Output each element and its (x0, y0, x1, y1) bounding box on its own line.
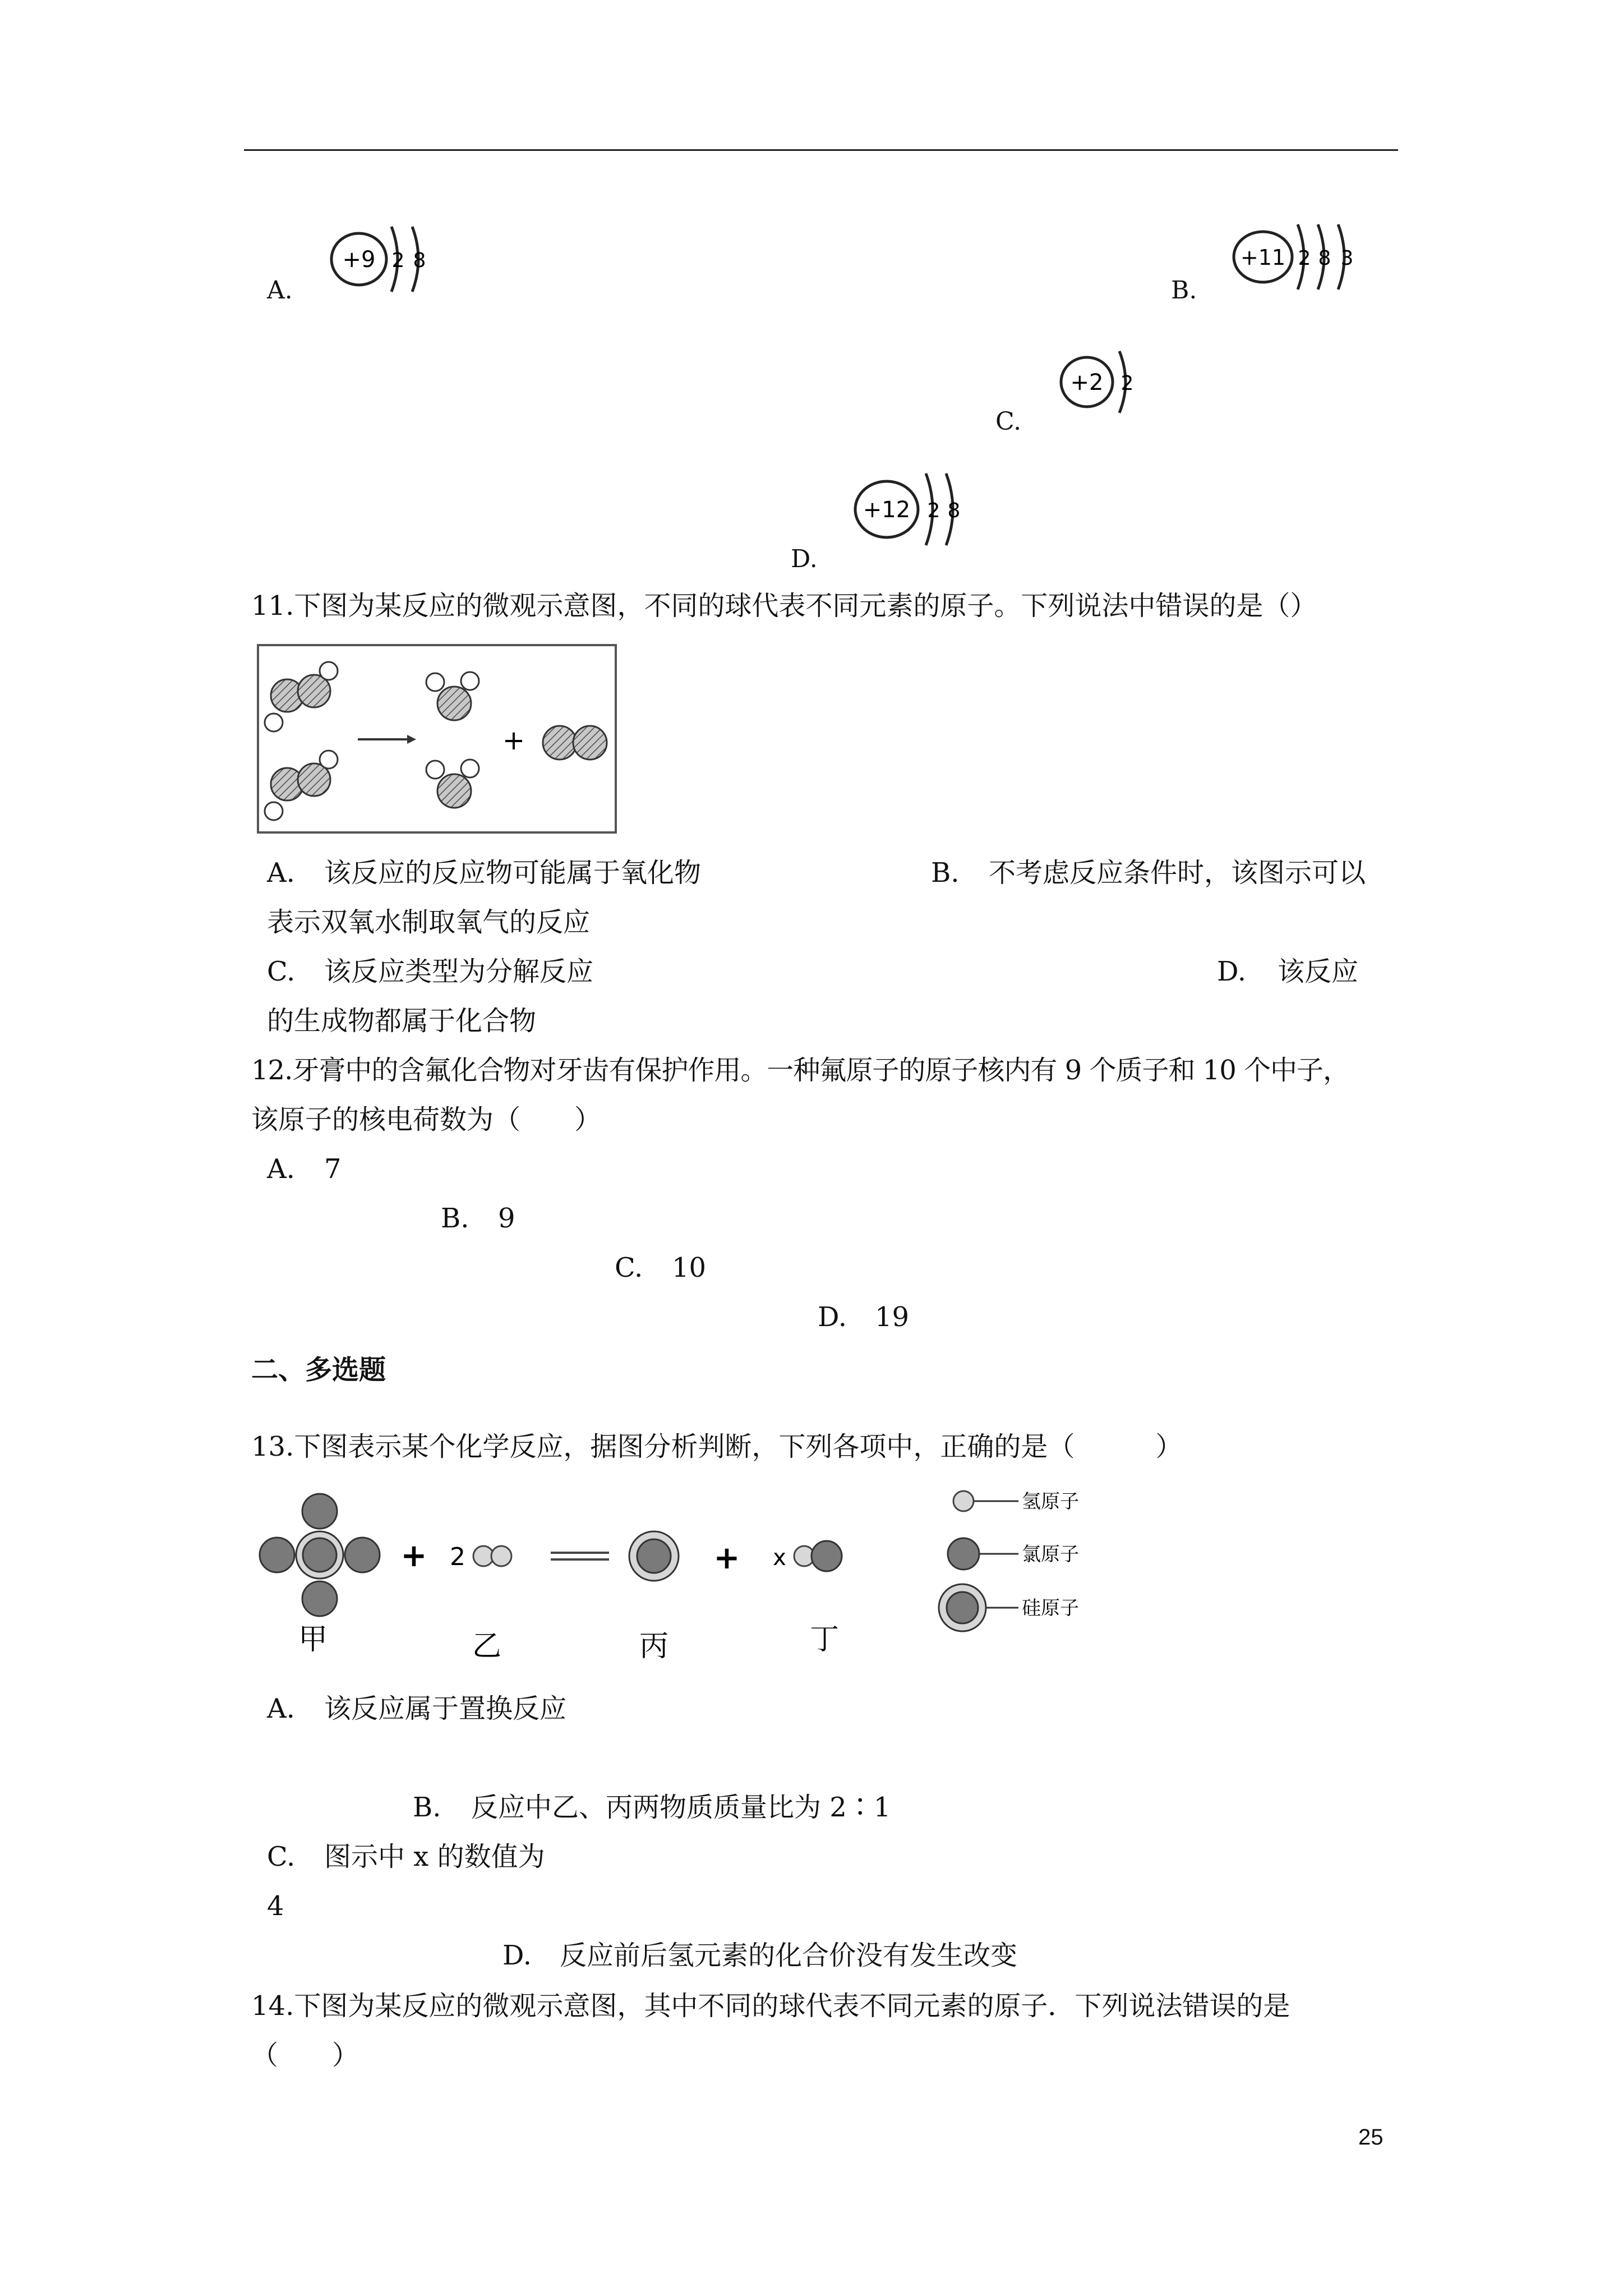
q13-option-c-text: 图示中 x 的数值为 (324, 1841, 545, 1872)
q12-option-c-text: 10 (672, 1252, 707, 1283)
q10-c-shell-1: 2 (1121, 372, 1134, 395)
q11-option-b-continuation: 表示双氧水制取氧气的反应 (267, 907, 591, 938)
q12-option-b-label: B. (441, 1203, 469, 1234)
q10-option-b-atom-diagram (1228, 219, 1374, 297)
q13-reaction-diagram (252, 1481, 1127, 1672)
q13-label-ding: 丁 (809, 1623, 840, 1657)
q13-stem: 13.下图表示某个化学反应，据图分析判断，下列各项中，正确的是（ ） (251, 1431, 1183, 1462)
q11-option-b-text: 不考虑反应条件时，该图示可以 (989, 857, 1366, 889)
section-title: 二、多选题 (251, 1354, 386, 1386)
q10-a-nucleus: +9 (342, 247, 376, 273)
q10-option-c-label: C. (995, 407, 1022, 436)
q13-legend-chlorine: 氯原子 (1022, 1543, 1079, 1566)
q13-label-yi: 乙 (472, 1630, 502, 1663)
q13-legend-hydrogen: 氢原子 (1022, 1490, 1079, 1513)
q11-option-d-text: 该反应 (1278, 956, 1359, 987)
q12-stem-line-1: 12.牙膏中的含氟化合物对牙齿有保护作用。一种氟原子的原子核内有 9 个质子和 10 个中子， (251, 1055, 1349, 1086)
q11-option-b-label: B. (931, 857, 960, 889)
q13-option-a-text: 该反应属于置换反应 (324, 1693, 567, 1724)
q10-d-shell-2: 8 (947, 499, 961, 522)
q13-option-a-label: A. (267, 1693, 295, 1724)
q10-option-b-label: B. (1171, 276, 1197, 305)
q13-option-d-text: 反应前后氢元素的化合价没有发生改变 (560, 1940, 1018, 1971)
q13-coefficient-yi: 2 (450, 1543, 465, 1571)
q13-label-jia: 甲 (298, 1623, 328, 1657)
q14-stem-line-2: （ ） (251, 2040, 359, 2071)
header-rule (244, 149, 1398, 151)
q10-c-nucleus: +2 (1070, 370, 1104, 395)
q13-option-b-text: 反应中乙、丙两物质质量比为 2∶1 (471, 1792, 891, 1823)
q10-d-nucleus: +12 (863, 497, 911, 523)
q11-option-c-label: C. (267, 956, 296, 987)
q13-legend-silicon: 硅原子 (1022, 1597, 1079, 1619)
q10-b-shell-1: 2 (1298, 247, 1311, 270)
q11-stem: 11.下图为某反应的微观示意图，不同的球代表不同元素的原子。下列说法中错误的是（） (251, 590, 1317, 622)
q13-option-d-label: D. (502, 1940, 532, 1971)
q12-option-a-text: 7 (324, 1153, 342, 1185)
q13-plus-2: + (713, 1540, 740, 1576)
q11-option-a-text: 该反应的反应物可能属于氧化物 (324, 857, 702, 889)
q14-stem: 14.下图为某反应的微观示意图，其中不同的球代表不同元素的原子．下列说法错误的是 (251, 1990, 1290, 2022)
q10-b-shell-2: 8 (1318, 247, 1331, 270)
q13-coefficient-ding: x (773, 1545, 786, 1571)
q10-option-c-atom-diagram (1054, 346, 1155, 418)
q10-d-shell-1: 2 (927, 499, 940, 522)
q10-a-shell-1: 2 (391, 249, 405, 272)
q13-plus-1: + (400, 1538, 427, 1574)
q11-plus-sign: + (502, 725, 525, 756)
q13-option-b-label: B. (413, 1792, 441, 1823)
q10-a-shell-2: 8 (413, 249, 426, 272)
page-number: 25 (1358, 2125, 1384, 2150)
q13-option-c-continuation: 4 (267, 1890, 284, 1922)
q11-option-d-continuation: 的生成物都属于化合物 (267, 1005, 537, 1037)
q12-option-c-label: C. (615, 1252, 643, 1283)
q13-label-bing: 丙 (639, 1630, 669, 1663)
q12-option-d-text: 19 (875, 1301, 910, 1333)
q10-b-shell-3: 3 (1340, 247, 1354, 270)
q10-option-a-label: A. (267, 276, 293, 305)
q11-option-a-label: A. (267, 857, 295, 889)
q12-option-d-label: D. (818, 1301, 847, 1333)
q13-option-c-label: C. (267, 1841, 296, 1872)
q11-option-c-text: 该反应类型为分解反应 (324, 956, 594, 987)
q12-option-b-text: 9 (498, 1203, 515, 1234)
q10-option-a-atom-diagram (325, 220, 449, 298)
q10-b-nucleus: +11 (1240, 245, 1286, 270)
q12-stem-line-2: 该原子的核电荷数为（ ） (251, 1104, 602, 1135)
q11-reaction-diagram (257, 644, 618, 835)
q11-option-d-label: D. (1217, 956, 1247, 987)
q10-option-d-label: D. (791, 545, 818, 573)
q10-option-d-atom-diagram (850, 466, 984, 555)
q12-option-a-label: A. (267, 1153, 295, 1185)
